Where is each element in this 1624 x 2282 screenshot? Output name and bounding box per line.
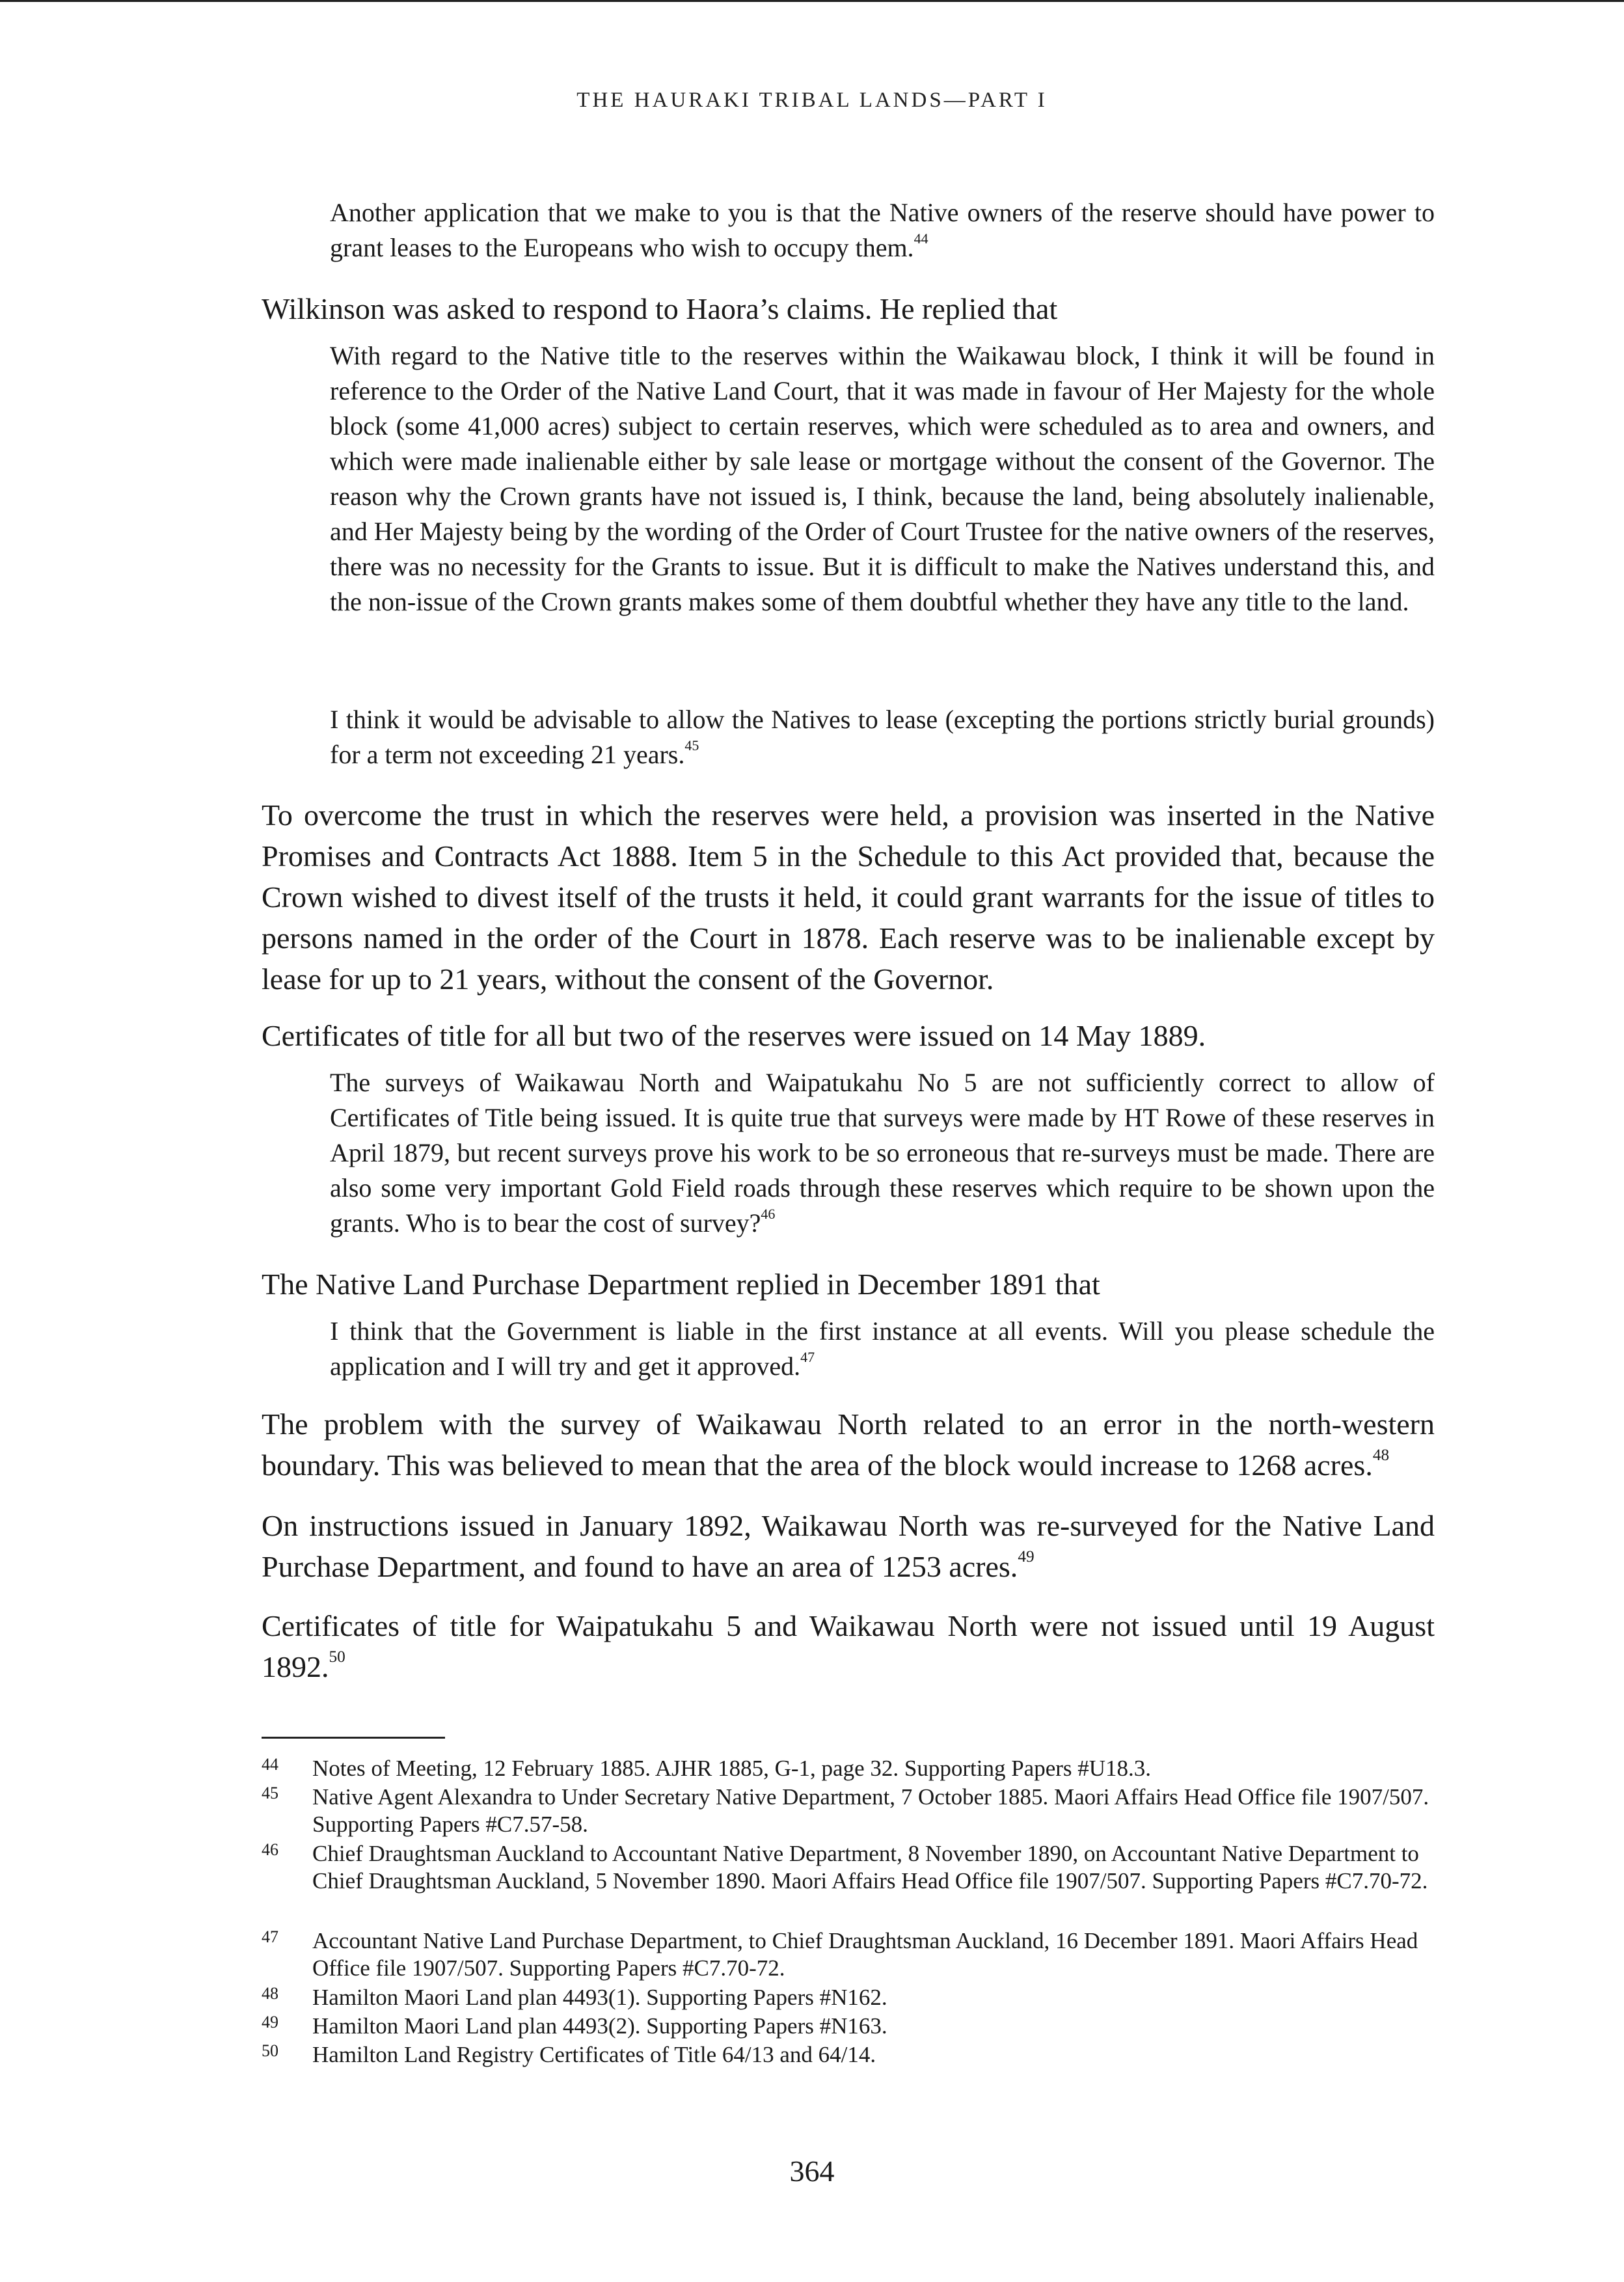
footnote-ref: 50 [329, 1648, 345, 1666]
paragraph-text: Certificates of title for all but two of the reserves were issued on 14 May 1889. [262, 1019, 1206, 1052]
quote-text: I think it would be advisable to allow the Natives to lease (excepting the portions strictly burial grounds) for a term not exceeding 21 years. [330, 705, 1435, 769]
paragraph-6 [262, 1505, 1435, 1587]
footnote-ref: 47 [800, 1349, 815, 1366]
paragraph-text: The problem with the survey of Waikawau North related to an error in the north-western boundary. This was believed to mean that the area of the block would increase to 1268 acres. [262, 1407, 1435, 1482]
footnote-ref: 44 [914, 230, 928, 247]
footnote-text: Chief Draughtsman Auckland to Accountant Native Department, 8 November 1890, on Accountant Native Department to Chief Draughtsman Auckland, 5 November 1890. Maori Affairs Head Office file 1907/507. Supporting Papers #C7.70-72. [312, 1841, 1428, 1894]
quote-text: I think that the Government is liable in the first instance at all events. Will you please schedule the application and I will try and get it approved. [330, 1316, 1435, 1381]
footnote-number: 49 [262, 2013, 278, 2031]
footnote-text: Hamilton Land Registry Certificates of Title 64/13 and 64/14. [312, 2042, 876, 2067]
footnote-ref: 46 [761, 1206, 776, 1223]
footnote-text: Hamilton Maori Land plan 4493(2). Supporting Papers #N163. [312, 2013, 887, 2039]
paragraph-2 [262, 795, 1435, 999]
paragraph-5 [262, 1404, 1435, 1486]
paragraph-text: The Native Land Purchase Department replied in December 1891 that [262, 1268, 1100, 1301]
footnote-number: 48 [262, 1984, 278, 2003]
paragraph-7 [262, 1605, 1435, 1687]
footnote-separator [262, 1737, 445, 1739]
quote-text: Another application that we make to you is that the Native owners of the reserve should have power to grant leases to the Europeans who wish to occupy them. [330, 198, 1435, 262]
page-number: 364 [789, 2154, 835, 2188]
paragraph-text: Wilkinson was asked to respond to Haora’s claims. He replied that [262, 292, 1058, 325]
block-quote-3 [330, 1065, 1435, 1241]
quote-text: With regard to the Native title to the reserves within the Waikawau block, I think it will be found in reference to the Order of the Native Land Court, that it was made in favour of Her Majesty for the whole block (some 41,000 acres) subject to certain reserves, which were scheduled as to area and owners, and which were made inalienable either by sale lease or mortgage without the consent of the Governor. The reason why the Crown grants have not issued is, I think, because the land, being absolutely inalienable, and Her Majesty being by the wording of the Order of Court Trustee for the native owners of the reserves, there was no necessity for the Grants to issue. But it is difficult to make the Natives understand this, and the non-issue of the Crown grants makes some of them doubtful whether they have any title to the land. [330, 341, 1435, 616]
paragraph-text: On instructions issued in January 1892, Waikawau North was re-surveyed for the Native Land Purchase Department, and found to have an area of 1253 acres. [262, 1509, 1435, 1583]
footnote-number: 44 [262, 1755, 278, 1774]
footnote-ref: 49 [1018, 1547, 1035, 1566]
running-header: THE HAURAKI TRIBAL LANDS—PART I [576, 88, 1048, 112]
footnote-text: Hamilton Maori Land plan 4493(1). Supporting Papers #N162. [312, 1985, 887, 2010]
footnote-number: 45 [262, 1784, 278, 1802]
footnote-ref: 48 [1372, 1446, 1390, 1465]
paragraph-text: Certificates of title for Waipatukahu 5 and Waikawau North were not issued until 19 August 1892. [262, 1609, 1435, 1683]
footnote-text: Native Agent Alexandra to Under Secretary Native Department, 7 October 1885. Maori Affairs Head Office file 1907/507. Supporting Papers #C7.57-58. [312, 1784, 1429, 1837]
footnote-text: Accountant Native Land Purchase Department, to Chief Draughtsman Auckland, 16 December 1891. Maori Affairs Head Office file 1907/507. Supporting Papers #C7.70-72. [312, 1928, 1418, 1981]
footnote-ref: 45 [684, 737, 699, 754]
footnote-number: 46 [262, 1840, 278, 1859]
footnote-text: Notes of Meeting, 12 February 1885. AJHR 1885, G-1, page 32. Supporting Papers #U18.3. [312, 1756, 1152, 1781]
block-quote-2a [330, 338, 1435, 619]
block-quote-1 [330, 195, 1435, 265]
paragraph-text: To overcome the trust in which the reserves were held, a provision was inserted in the Native Promises and Contracts Act 1888. Item 5 in the Schedule to this Act provided that, because the Crown wished to divest itself of the trusts it held, it could grant warrants for the issue of titles to persons named in the order of the Court in 1878. Each reserve was to be inalienable except by lease for up to 21 years, without the consent of the Governor. [262, 798, 1435, 996]
block-quote-2b [330, 702, 1435, 772]
footnote-number: 47 [262, 1927, 278, 1946]
paragraph-3 [262, 1015, 1435, 1056]
paragraph-1 [262, 288, 1435, 329]
footnote-number: 50 [262, 2041, 278, 2060]
quote-text: The surveys of Waikawau North and Waipatukahu No 5 are not sufficiently correct to allow of Certificates of Title being issued. It is quite true that surveys were made by HT Rowe of these reserves in April 1879, but recent surveys prove his work to be so erroneous that re-surveys must be made. There are also some very important Gold Field roads through these reserves which require to be shown upon the grants. Who is to bear the cost of survey? [330, 1068, 1435, 1238]
top-border [0, 0, 1624, 2]
paragraph-4 [262, 1264, 1435, 1305]
block-quote-4 [330, 1314, 1435, 1384]
